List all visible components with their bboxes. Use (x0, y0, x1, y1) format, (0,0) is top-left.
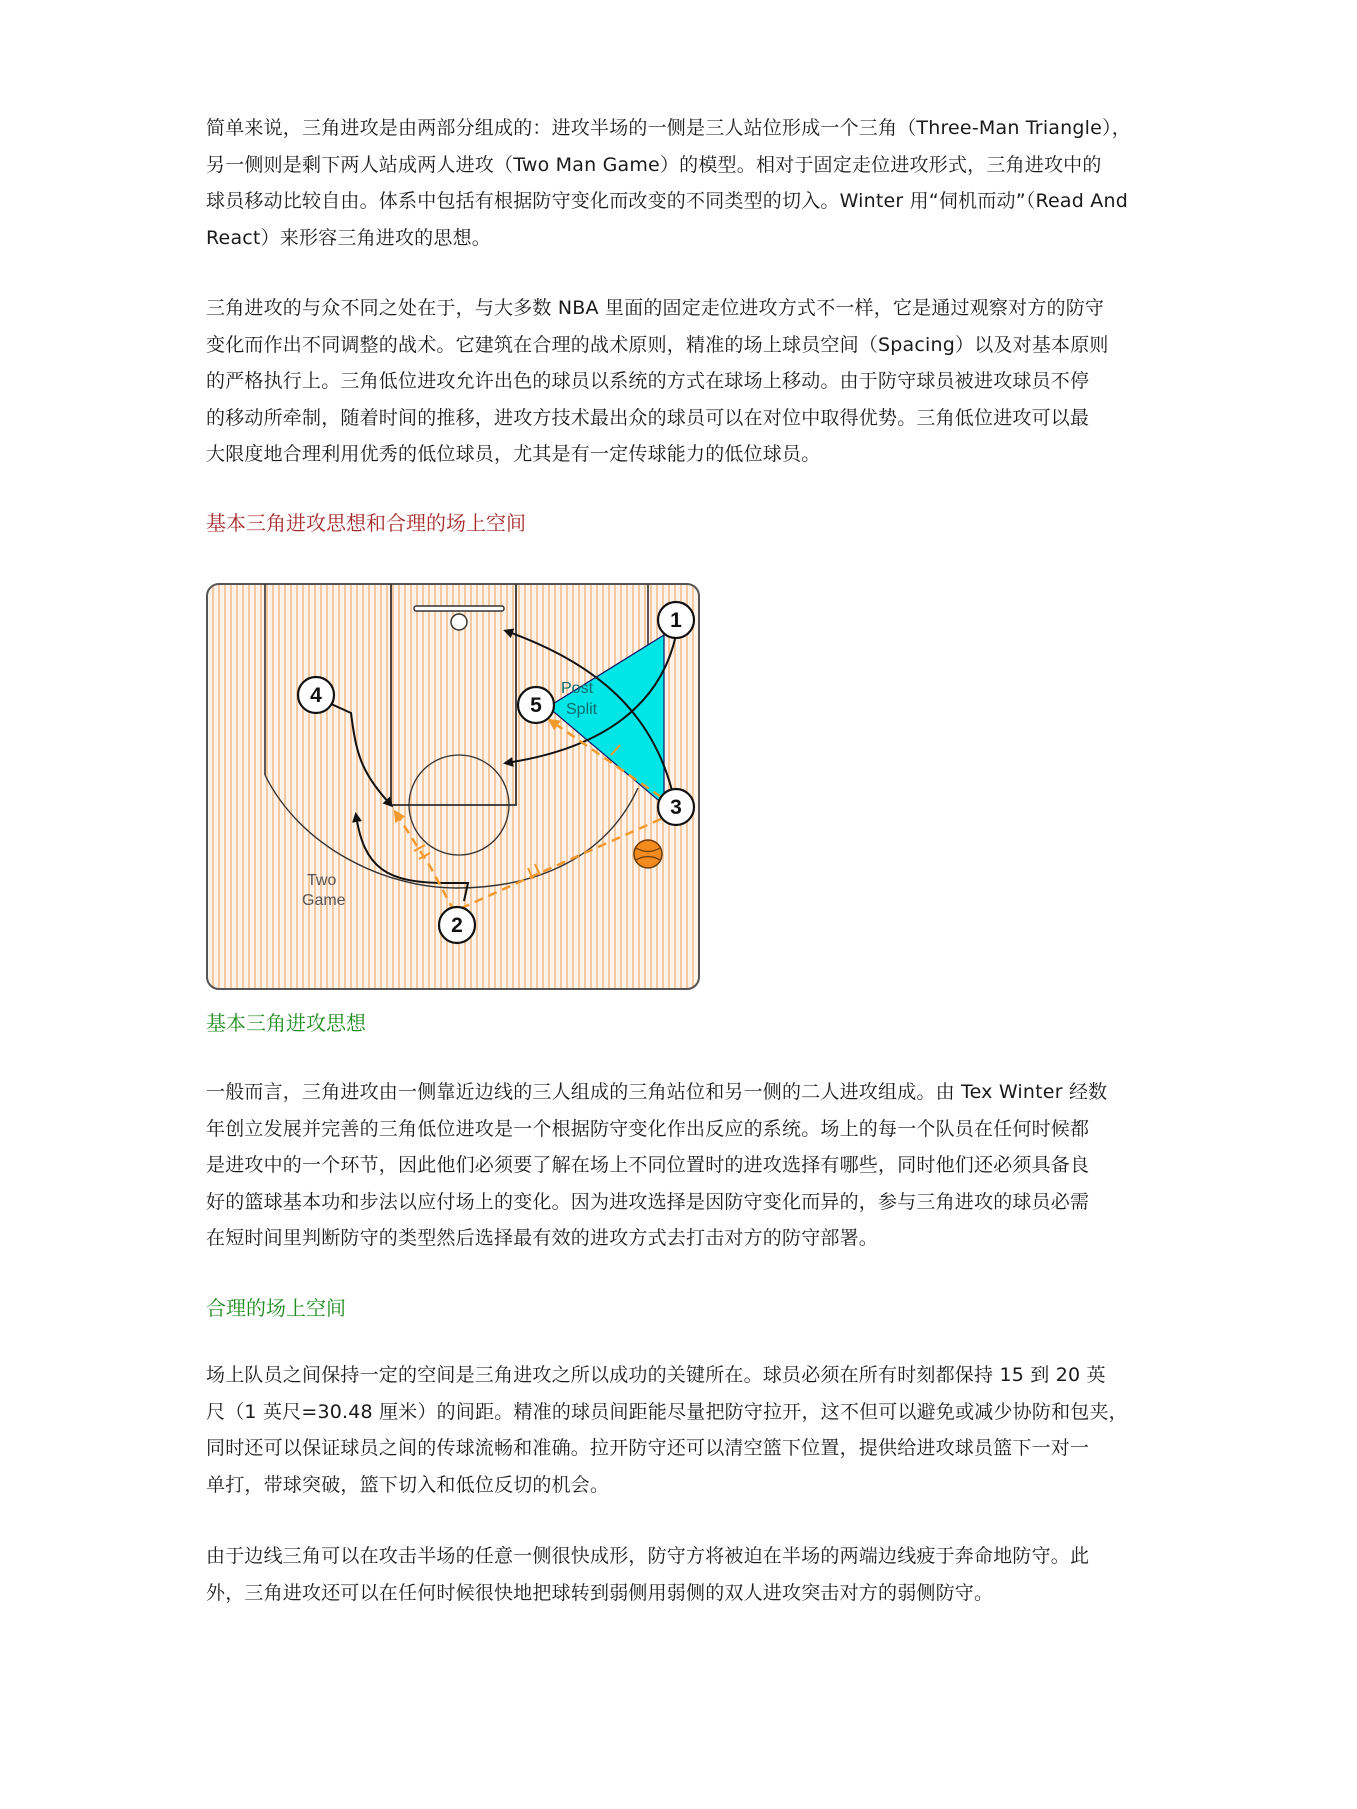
player-number: 3 (670, 796, 682, 819)
text-line: 由于边线三角可以在攻击半场的任意一侧很快成形，防守方将被迫在半场的两端边线疲于奔命地防守。此 (206, 1545, 1090, 1567)
player-3-marker (658, 789, 694, 825)
second-paragraph (206, 290, 1176, 473)
basketball-icon (634, 840, 662, 868)
text-line: 在短时间里判断防守的类型然后选择最有效的进攻方式去打击对方的防守部署。 (206, 1227, 879, 1249)
player-number: 5 (530, 694, 542, 717)
paragraph-text (206, 1538, 1176, 1611)
post-split-label-2: Split (566, 701, 598, 718)
paragraph-text (206, 1074, 1176, 1257)
two-game-label-2: Game (302, 892, 346, 909)
text-line: 尺（1 英尺=30.48 厘米）的间距。精准的球员间距能尽量把防守拉开，这不但可以避免或减少协防和包夹， (206, 1400, 1128, 1423)
paragraph-text (206, 290, 1176, 473)
text-line: 好的篮球基本功和步法以应付场上的变化。因为进攻选择是因防守变化而异的，参与三角进攻的球员必需 (206, 1190, 1090, 1213)
text-line: 外，三角进攻还可以在任何时候很快地把球转到弱侧用弱侧的双人进攻突击对方的弱侧防守。 (206, 1581, 994, 1604)
player-5-marker (518, 687, 554, 723)
triangle-offense-diagram (206, 583, 700, 990)
text-line: 球员移动比较自由。体系中包括有根据防守变化而改变的不同类型的切入。Winter 用“伺机而动”（Read And (206, 190, 1128, 212)
text-line: 同时还可以保证球员之间的传球流畅和准确。拉开防守还可以清空篮下位置，提供给进攻球员篮下一对一 (206, 1437, 1090, 1459)
text-line: 单打，带球突破，篮下切入和低位反切的机会。 (206, 1473, 610, 1496)
spacing-subheading: 合理的场上空间 (206, 1296, 346, 1320)
player-number: 4 (310, 684, 322, 707)
text-line: 年创立发展并完善的三角低位进攻是一个根据防守变化作出反应的系统。场上的每一个队员在任何时候都 (206, 1117, 1090, 1140)
paragraph-text (206, 1357, 1176, 1503)
text-line: 的移动所牵制，随着时间的推移，进攻方技术最出众的球员可以在对位中取得优势。三角低位进攻可以最 (206, 406, 1090, 429)
player-1-marker (658, 602, 694, 638)
text-line: 简单来说，三角进攻是由两部分组成的：进攻半场的一侧是三人站位形成一个三角（Three-Man Triangle）， (206, 117, 1131, 139)
intro-paragraph (206, 110, 1176, 256)
section-heading: 基本三角进攻思想和合理的场上空间 (206, 511, 526, 535)
text-line: 另一侧则是剩下两人站成两人进攻（Two Man Game）的模型。相对于固定走位进攻形式，三角进攻中的 (206, 153, 1102, 176)
third-paragraph (206, 1074, 1176, 1257)
text-line: React）来形容三角进攻的思想。 (206, 226, 491, 249)
text-line: 一般而言，三角进攻由一侧靠近边线的三人组成的三角站位和另一侧的二人进攻组成。由 Tex Winter 经数 (206, 1081, 1108, 1103)
player-number: 1 (670, 609, 682, 632)
text-line: 场上队员之间保持一定的空间是三角进攻之所以成功的关键所在。球员必须在所有时刻都保持 15 到 20 英 (206, 1364, 1106, 1386)
text-line: 大限度地合理利用优秀的低位球员，尤其是有一定传球能力的低位球员。 (206, 443, 821, 465)
fifth-paragraph (206, 1538, 1176, 1611)
paragraph-text (206, 110, 1176, 256)
text-line: 的严格执行上。三角低位进攻允许出色的球员以系统的方式在球场上移动。由于防守球员被进攻球员不停 (206, 370, 1090, 392)
text-line: 三角进攻的与众不同之处在于，与大多数 NBA 里面的固定走位进攻方式不一样，它是通过观察对方的防守 (206, 297, 1105, 319)
two-game-label-1: Two (307, 872, 337, 889)
player-number: 2 (451, 914, 463, 937)
post-split-label-1: Post (561, 680, 594, 697)
player-4-marker (298, 677, 334, 713)
text-line: 变化而作出不同调整的战术。它建筑在合理的战术原则，精准的场上球员空间（Spacing）以及对基本原则 (206, 333, 1109, 356)
diagram-caption: 基本三角进攻思想 (206, 1011, 366, 1035)
player-2-marker (439, 907, 475, 943)
court-diagram-svg (206, 583, 700, 990)
text-line: 是进攻中的一个环节，因此他们必须要了解在场上不同位置时的进攻选择有哪些，同时他们还必须具备良 (206, 1154, 1090, 1176)
fourth-paragraph (206, 1357, 1176, 1503)
